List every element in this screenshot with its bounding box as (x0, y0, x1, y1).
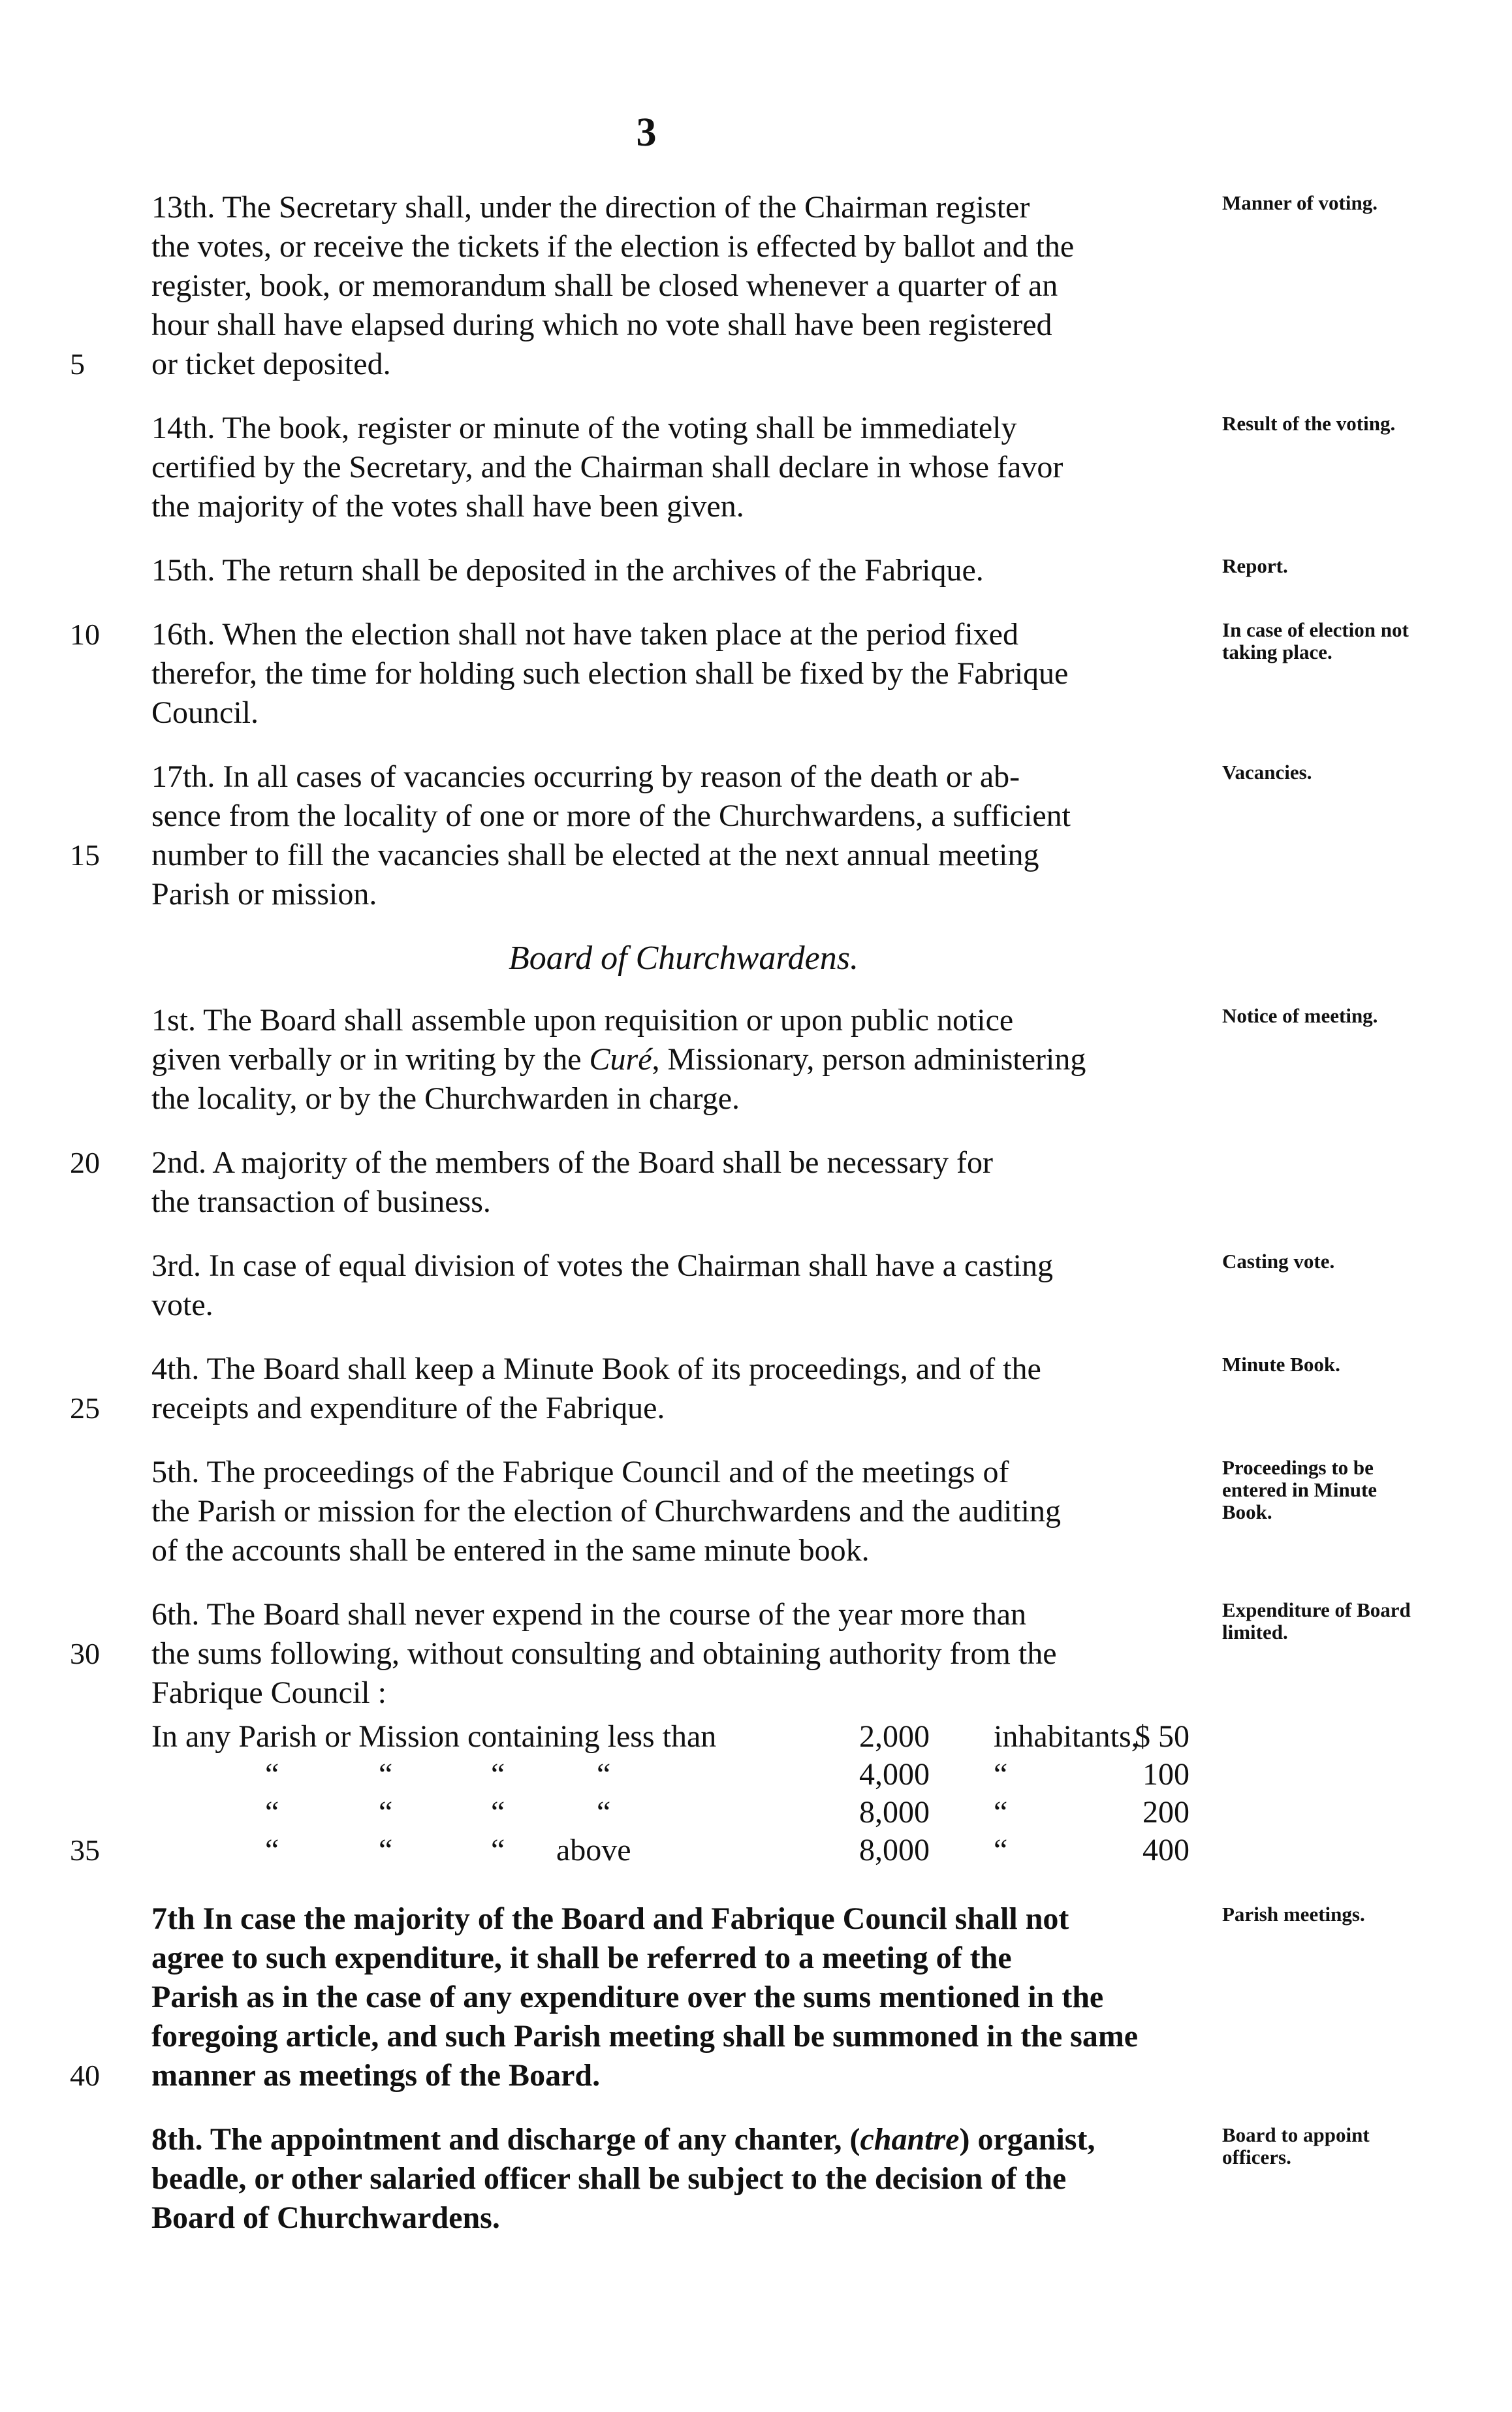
article-line: the votes, or receive the tickets if the election is effected by ballot and the (151, 229, 1075, 264)
article-line: 8th. The appointment and discharge of any chanter, (chantre) organist, (151, 2122, 1095, 2157)
articles-board (70, 1001, 1411, 1713)
article-8th (151, 2120, 1370, 2238)
articles-board-continued (70, 1899, 1370, 2238)
inhabitants-count: 2,000 (859, 1719, 930, 1754)
article-6th (70, 1595, 1411, 1713)
side-note: Vacancies. (1222, 761, 1312, 784)
side-note: Proceedings to be entered in Minute Book. (1222, 1456, 1378, 1523)
side-note: Minute Book. (1222, 1353, 1340, 1376)
inhabitants-count: 8,000 (859, 1833, 930, 1867)
article-line: beadle, or other salaried officer shall be subject to the decision of the (151, 2161, 1067, 2196)
article-line: given verbally or in writing by the Curé, Missionary, person administering (151, 1042, 1086, 1077)
expenditure-row (151, 1794, 1216, 1832)
article-13th (70, 188, 1378, 384)
article-line: receipts and expenditure of the Fabrique. (151, 1391, 665, 1425)
article-1st (151, 1001, 1378, 1119)
article-line: manner as meetings of the Board. (151, 2058, 601, 2093)
article-line: 14th. The book, register or minute of the voting shall be immediately (151, 411, 1017, 445)
expenditure-amount: $ 50 (1135, 1719, 1189, 1754)
page-number: 3 (636, 110, 657, 155)
expenditure-amount: 200 (1142, 1795, 1189, 1830)
margin-line-number: 30 (70, 1637, 100, 1670)
row-unit: “ (994, 1833, 1008, 1867)
row-unit: “ (994, 1757, 1008, 1792)
article-line: 2nd. A majority of the members of the Board shall be necessary for (151, 1145, 993, 1180)
article-line: certified by the Secretary, and the Chairman shall declare in whose favor (151, 450, 1063, 484)
margin-line-number: 35 (70, 1833, 100, 1867)
article-line: register, book, or memorandum shall be closed whenever a quarter of an (151, 268, 1058, 303)
article-line: therefor, the time for holding such election shall be fixed by the Fabrique (151, 656, 1069, 691)
article-line: the sums following, without consulting and obtaining authority from the (151, 1636, 1057, 1671)
article-line: vote. (151, 1288, 213, 1322)
article-line: 1st. The Board shall assemble upon requisition or upon public notice (151, 1003, 1014, 1038)
margin-line-number: 5 (70, 347, 85, 381)
ditto-mark: “ (379, 1833, 393, 1867)
margin-line-number: 15 (70, 838, 100, 872)
article-4th (70, 1350, 1340, 1428)
expenditure-row (151, 1718, 1216, 1756)
margin-line-number: 10 (70, 618, 100, 651)
inhabitants-count: 4,000 (859, 1757, 930, 1792)
article-line: Parish as in the case of any expenditure over the sums mentioned in the (151, 1980, 1104, 2014)
inhabitants-count: 8,000 (859, 1795, 930, 1830)
article-5th (151, 1453, 1378, 1570)
article-line: number to fill the vacancies shall be elected at the next annual meeting (151, 838, 1039, 872)
side-note: Parish meetings. (1222, 1903, 1365, 1926)
article-line: 15th. The return shall be deposited in the archives of the Fabrique. (151, 553, 984, 588)
article-line: 13th. The Secretary shall, under the direction of the Chairman register (151, 190, 1030, 225)
side-note: Board to appoint officers. (1222, 2123, 1370, 2168)
margin-line-number: 20 (70, 1146, 100, 1179)
side-note: In case of election not taking place. (1222, 618, 1409, 663)
article-line: or ticket deposited. (151, 347, 391, 381)
side-note: Result of the voting. (1222, 412, 1396, 435)
article-line: the locality, or by the Churchwarden in charge. (151, 1081, 740, 1116)
ditto-mark: “ (379, 1757, 393, 1792)
margin-line-number: 40 (70, 2059, 100, 2092)
article-3rd (151, 1246, 1335, 1325)
expenditure-row (151, 1756, 1216, 1794)
margin-line-number: 25 (70, 1391, 100, 1425)
articles-general (70, 188, 1409, 914)
ditto-mark: “ (265, 1833, 279, 1867)
article-line: Fabrique Council : (151, 1675, 386, 1710)
article-line: 17th. In all cases of vacancies occurring by reason of the death or ab- (151, 759, 1020, 794)
expenditure-row (70, 1832, 1216, 1869)
article-line: of the accounts shall be entered in the same minute book. (151, 1533, 870, 1568)
article-line: the majority of the votes shall have been given. (151, 489, 744, 524)
article-7th (70, 1899, 1365, 2095)
expenditure-table (70, 1718, 1216, 1869)
article-line: the Parish or mission for the election of Churchwardens and the auditing (151, 1494, 1062, 1529)
article-line: Council. (151, 695, 259, 730)
ditto-mark: “ (491, 1833, 505, 1867)
ditto-mark: “ (265, 1795, 279, 1830)
row-unit: inhabitants, (994, 1719, 1139, 1754)
article-line: 6th. The Board shall never expend in the course of the year more than (151, 1597, 1026, 1632)
page-body (70, 188, 1411, 2262)
article-line: Board of Churchwardens. (151, 2200, 500, 2235)
ditto-mark: “ (491, 1795, 505, 1830)
side-note: Casting vote. (1222, 1250, 1335, 1273)
section-heading: Board of Churchwardens. (509, 940, 858, 977)
article-17th (70, 757, 1312, 914)
article-2nd (70, 1143, 1216, 1222)
article-line: agree to such expenditure, it shall be referred to a meeting of the (151, 1941, 1012, 1975)
article-line: Parish or mission. (151, 877, 377, 912)
article-15th (151, 551, 1288, 590)
ditto-mark: “ (491, 1757, 505, 1792)
article-line: the transaction of business. (151, 1184, 491, 1219)
ditto-mark: “ (379, 1795, 393, 1830)
side-note: Report. (1222, 554, 1288, 577)
side-note: Manner of voting. (1222, 191, 1378, 214)
ditto-mark: “ (597, 1757, 611, 1792)
article-line: sence from the locality of one or more of the Churchwardens, a sufficient (151, 799, 1071, 833)
article-line: 7th In case the majority of the Board and Fabrique Council shall not (151, 1901, 1069, 1936)
ditto-mark: “ (265, 1757, 279, 1792)
expenditure-amount: 100 (1142, 1757, 1189, 1792)
expenditure-amount: 400 (1142, 1833, 1189, 1867)
article-line: 4th. The Board shall keep a Minute Book of its proceedings, and of the (151, 1352, 1041, 1386)
row-lead-text: In any Parish or Mission containing less than (151, 1719, 717, 1754)
side-note: Expenditure of Board limited. (1222, 1598, 1411, 1643)
article-14th (151, 409, 1396, 526)
row-above-text: above (556, 1833, 631, 1867)
article-line: 5th. The proceedings of the Fabrique Council and of the meetings of (151, 1455, 1009, 1489)
article-16th (70, 615, 1409, 733)
article-line: foregoing article, and such Parish meeting shall be summoned in the same (151, 2019, 1139, 2054)
article-line: hour shall have elapsed during which no vote shall have been registered (151, 308, 1052, 342)
side-note: Notice of meeting. (1222, 1004, 1378, 1027)
ditto-mark: “ (597, 1795, 611, 1830)
article-line: 16th. When the election shall not have taken place at the period fixed (151, 617, 1018, 652)
article-line: 3rd. In case of equal division of votes the Chairman shall have a casting (151, 1248, 1053, 1283)
row-unit: “ (994, 1795, 1008, 1830)
